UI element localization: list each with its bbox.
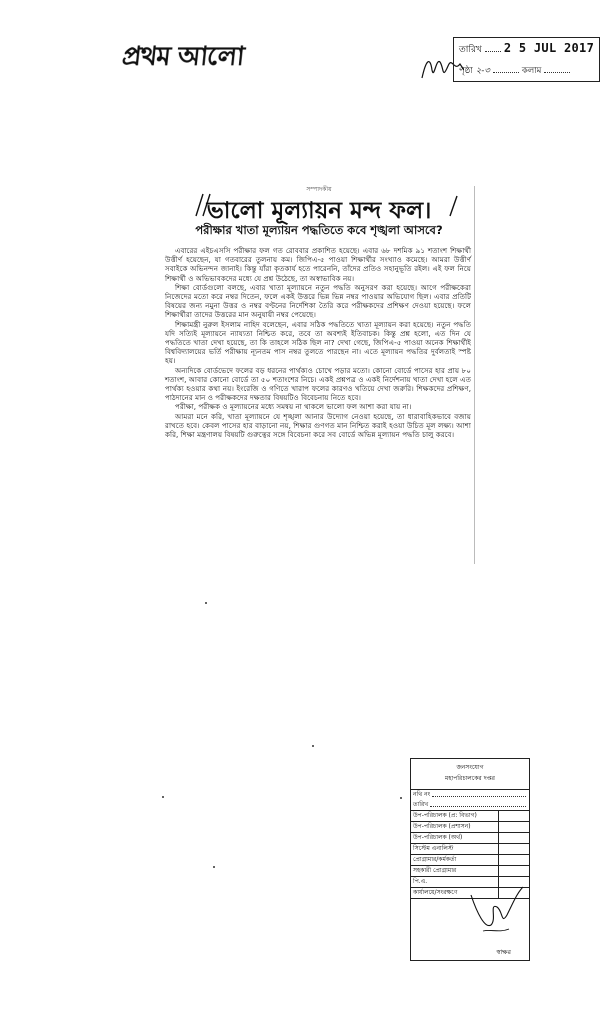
routing-row-label: উপ-পরিচালক (প্র: বিভাগ) xyxy=(411,811,499,821)
scan-edge-line xyxy=(474,186,475,564)
stamp-date-value: 2 5 JUL 2017 xyxy=(503,41,595,55)
routing-row-cell xyxy=(499,833,529,843)
article-paragraph: শিক্ষামন্ত্রী নুরুল ইসলাম নাহিদ বলেছেন, এবার সঠিক পদ্ধতিতে খাতা মূল্যায়ন করা হয়েছে। নতুন পদ্ধতি যদি সত্যিই মূল্যায়নে ন্যায্যতা নিশ্চিত করে, তবে তা অবশ্যই ইতিবাচক। কিন্তু প্রশ্ন হলো, এত দিন যে পদ্ধতিতে খাতা দেখা হয়েছে, তা কি তাহলে সঠিক ছিল না? দেখা গেছে, জিপিএ-৫ পাওয়া অনেক শিক্ষার্থীই বিশ্ববিদ্যালয়ের ভর্তি পরীক্ষায় ন্যূনতম পাস নম্বর তুলতে পারছেন না। এতে মূল্যায়ন পদ্ধতির দুর্বলতাই স্পষ্ট হয়। xyxy=(165,319,471,366)
article-subheadline: পরীক্ষার খাতা মূল্যায়ন পদ্ধতিতে কবে শৃঙ্খলা আসবে? xyxy=(195,223,443,237)
routing-row-label: উপ-পরিচালক (অর্থ) xyxy=(411,833,499,843)
routing-row-label: সহকারী প্রোগ্রামার xyxy=(411,866,499,876)
clipping-date-stamp xyxy=(453,37,600,82)
signature-scribble xyxy=(465,883,525,941)
routing-slip-header-line: মহাপরিচালকের দপ্তর xyxy=(445,775,495,782)
date-field xyxy=(411,800,529,810)
article-paragraph: আমরা মনে করি, খাতা মূল্যায়নে যে শৃঙ্খলা আনার উদ্যোগ নেওয়া হয়েছে, তা ধারাবাহিকভাবে বজায় রাখতে হবে। কেবল পাসের হার বাড়ানো নয়, শিক্ষার গুণগত মান নিশ্চিত করাই হওয়া উচিত মূল লক্ষ্য। আশা করি, শিক্ষা মন্ত্রণালয় বিষয়টি গুরুত্বের সঙ্গে বিবেচনা করে সব বোর্ডে অভিন্ন মূল্যায়ন পদ্ধতি চালু করবে। xyxy=(165,411,471,440)
scan-speck xyxy=(213,866,215,868)
scan-speck xyxy=(312,745,314,747)
routing-row xyxy=(411,855,529,866)
file-number-label: নথি নং xyxy=(413,791,431,798)
routing-row-label: উপ-পরিচালক (প্রশাসন) xyxy=(411,822,499,832)
stamp-date-label: তারিখ xyxy=(459,45,482,55)
stamp-dotted-line xyxy=(544,66,570,73)
routing-row-label: প্রোগ্রামার/কর্মকর্তা xyxy=(411,855,499,865)
stamp-page-row xyxy=(459,64,573,78)
stamp-column-label: কলাম xyxy=(521,66,542,76)
routing-row-cell xyxy=(499,866,529,876)
routing-slip-header-line: জনসংযোগ xyxy=(456,764,484,771)
stamp-dotted-line xyxy=(485,45,501,52)
routing-row-cell xyxy=(499,822,529,832)
routing-row-label: পি.এ. xyxy=(411,877,499,887)
routing-row-cell xyxy=(499,844,529,854)
routing-row xyxy=(411,866,529,877)
routing-slip-header xyxy=(411,759,529,790)
routing-slip xyxy=(410,758,530,961)
stamp-date-row xyxy=(459,41,594,57)
stamp-page-value: ২-৩ xyxy=(475,66,490,76)
newspaper-logo: প্রথম আলো xyxy=(120,42,246,72)
routing-row xyxy=(411,811,529,822)
date-label: তারিখ xyxy=(413,801,429,808)
scan-speck xyxy=(400,797,402,799)
dotted-line xyxy=(432,790,526,797)
article-paragraph: অন্যদিকে বোর্ডভেদে ফলের বড় ধরনের পার্থক্যও চোখে পড়ার মতো। কোনো বোর্ডে পাসের হার প্রায় ৮০ শতাংশ, আবার কোনো বোর্ডে তা ৫০ শতাংশের নিচে। একই প্রশ্নপত্র ও একই নির্দেশনায় খাতা দেখা হলে এত পার্থক্য হওয়ার কথা নয়। ইংরেজি ও গণিতে খারাপ ফলের কারণও খতিয়ে দেখা জরুরি। শিক্ষকদের প্রশিক্ষণ, পাঠদানের মান ও পরীক্ষকদের দক্ষতার বিষয়টিও বিবেচনায় নিতে হবে। xyxy=(165,365,471,403)
stamp-dotted-line xyxy=(493,66,519,73)
routing-row-label: সিস্টেম এনালিস্ট xyxy=(411,844,499,854)
routing-row-cell xyxy=(499,855,529,865)
routing-row xyxy=(411,833,529,844)
stamp-page-label: পৃষ্ঠা xyxy=(459,66,473,76)
article-body xyxy=(165,246,471,439)
article-paragraph: এবারের এইচএসসি পরীক্ষার ফল গত রোববার প্রকাশিত হয়েছে। এবার ৬৮ দশমিক ৯১ শতাংশ শিক্ষার্থী উত্তীর্ণ হয়েছেন, যা গতবারের তুলনায় কম। জিপিএ-৫ পাওয়া শিক্ষার্থীর সংখ্যাও কমেছে। আমরা উত্তীর্ণ সবাইকে অভিনন্দন জানাই। কিন্তু যাঁরা কৃতকার্য হতে পারেননি, তাঁদের প্রতিও সহানুভূতি রইল। এই ফল নিয়ে শিক্ষার্থী ও অভিভাবকদের মধ্যে যে প্রশ্ন উঠেছে, তা অস্বাভাবিক নয়। xyxy=(165,246,471,283)
routing-row-label: কার্যালয়ে/সংরক্ষণে xyxy=(411,888,499,898)
file-number-field xyxy=(411,790,529,800)
article-kicker: সম্পাদকীয় xyxy=(306,186,332,193)
signature-label: স্বাক্ষর xyxy=(496,948,511,956)
scan-speck xyxy=(162,796,164,798)
article-paragraph: শিক্ষা বোর্ডগুলো বলছে, এবার খাতা মূল্যায়নে নতুন পদ্ধতি অনুসরণ করা হয়েছে। আগে পরীক্ষকেরা নিজেদের মতো করে নম্বর দিতেন, ফলে একই উত্তরে ভিন্ন ভিন্ন নম্বর পাওয়ার অভিযোগ ছিল। এবার প্রতিটি বিষয়ের জন্য নমুনা উত্তর ও নম্বর বণ্টনের নির্দেশিকা তৈরি করে পরীক্ষকদের প্রশিক্ষণ দেওয়া হয়েছে। ফলে শিক্ষার্থীরা তাদের উত্তরের মান অনুযায়ী নম্বর পেয়েছে। xyxy=(165,282,471,320)
dotted-line xyxy=(430,800,526,807)
routing-row xyxy=(411,844,529,855)
article-headline: ভালো মূল্যায়ন মন্দ ফল। xyxy=(206,198,432,224)
article-paragraph: পরীক্ষা, পরীক্ষক ও মূল্যায়নের মধ্যে সমন্বয় না থাকলে ভালো ফল আশা করা যায় না। xyxy=(175,402,412,412)
routing-row-cell xyxy=(499,811,529,821)
routing-row xyxy=(411,822,529,833)
scan-speck xyxy=(205,602,207,604)
